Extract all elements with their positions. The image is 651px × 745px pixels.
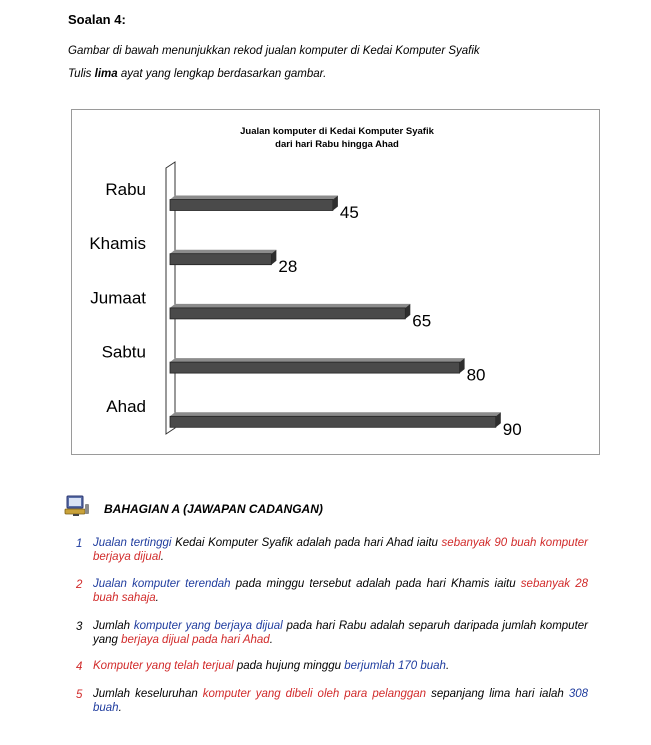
- answer-segment: .: [445, 660, 450, 672]
- answer-text: [93, 536, 588, 564]
- answer-segment: 308 buah: [93, 688, 588, 714]
- bar-top-face: [170, 412, 501, 416]
- answer-segment: sebanyak 90 buah komputer berjaya dijual: [93, 537, 588, 563]
- chart-title: Jualan komputer di Kedai Komputer Syafik: [240, 126, 434, 137]
- section-heading: BAHAGIAN A (JAWAPAN CADANGAN): [104, 502, 323, 516]
- answer-segment: .: [269, 634, 273, 646]
- intro-line-1: Gambar di bawah menunjukkan rekod jualan komputer di Kedai Komputer Syafik: [68, 45, 480, 57]
- bar-khamis: [170, 250, 276, 265]
- answer-segment: Komputer yang telah terjual: [93, 660, 234, 672]
- answer-segment: Jualan tertinggi: [93, 537, 172, 549]
- value-label: 65: [412, 311, 432, 331]
- bar-top-face: [170, 304, 410, 308]
- answer-text: [93, 687, 588, 715]
- intro-line-2-pre: Tulis: [68, 68, 95, 80]
- category-label: Sabtu: [101, 342, 146, 362]
- answer-segment: berjaya dijual pada hari Ahad: [121, 634, 270, 646]
- bar-jumaat: [170, 304, 410, 319]
- answer-segment: pada minggu tersebut adalah pada hari Khamis iaitu: [230, 578, 521, 590]
- intro-line-2: [68, 68, 326, 80]
- answer-text: [93, 659, 588, 673]
- category-label: Ahad: [106, 396, 146, 416]
- answer-number: 1: [76, 538, 83, 550]
- answer-segment: komputer yang berjaya dijual: [133, 620, 283, 632]
- answer-number: 3: [76, 621, 83, 633]
- answer-number: 4: [76, 661, 83, 673]
- answer-segment: Kedai Komputer Syafik adalah pada hari Ahad iaitu: [171, 537, 442, 549]
- answer-text: [93, 577, 588, 605]
- bar-top-face: [170, 250, 276, 254]
- value-label: 90: [502, 419, 522, 439]
- answer-segment: Jumlah: [93, 620, 134, 632]
- bar-rabu: [170, 196, 338, 211]
- answer-segment: sebanyak 28 buah sahaja: [93, 578, 588, 604]
- answer-number: 2: [76, 579, 83, 591]
- bar-ahad: [170, 412, 501, 427]
- bar-front-face: [170, 308, 405, 319]
- answer-segment: berjumlah 170 buah: [344, 660, 446, 672]
- answer-segment: .: [118, 702, 122, 714]
- category-label: Jumaat: [90, 288, 146, 308]
- answer-segment: sepanjang lima hari ialah: [426, 688, 569, 700]
- chart-title-block: [192, 125, 482, 151]
- category-label: Khamis: [89, 234, 146, 254]
- value-label: 28: [278, 257, 298, 277]
- bar-top-face: [170, 196, 338, 200]
- value-label: 45: [339, 203, 359, 222]
- bar-sabtu: [170, 358, 465, 373]
- answer-segment: komputer yang dibeli oleh para pelanggan: [202, 688, 427, 700]
- bar-front-face: [170, 200, 333, 211]
- bar-front-face: [170, 362, 460, 373]
- intro-line-2-post: ayat yang lengkap berdasarkan gambar.: [117, 68, 327, 80]
- answer-segment: Jualan komputer terendah: [93, 578, 231, 590]
- answer-segment: pada hujung minggu: [233, 660, 345, 672]
- bar-top-face: [170, 358, 465, 362]
- bar-chart: [72, 110, 599, 454]
- answer-segment: Jumlah keseluruhan: [93, 688, 203, 700]
- answer-segment: .: [160, 551, 164, 563]
- answer-number: 5: [76, 689, 83, 701]
- answer-segment: .: [155, 592, 159, 604]
- intro-line-2-bold: lima: [94, 68, 118, 80]
- question-title: Soalan 4:: [68, 12, 126, 27]
- computer-icon: [63, 494, 91, 518]
- answer-segment: pada hari Rabu adalah separuh daripada jumlah komputer yang: [93, 620, 588, 646]
- chart-subtitle: dari hari Rabu hingga Ahad: [275, 139, 399, 150]
- chart-frame: [71, 109, 600, 455]
- answer-text: [93, 619, 588, 647]
- bar-front-face: [170, 416, 496, 427]
- bar-front-face: [170, 254, 271, 265]
- category-label: Rabu: [105, 180, 146, 199]
- value-label: 80: [466, 365, 486, 385]
